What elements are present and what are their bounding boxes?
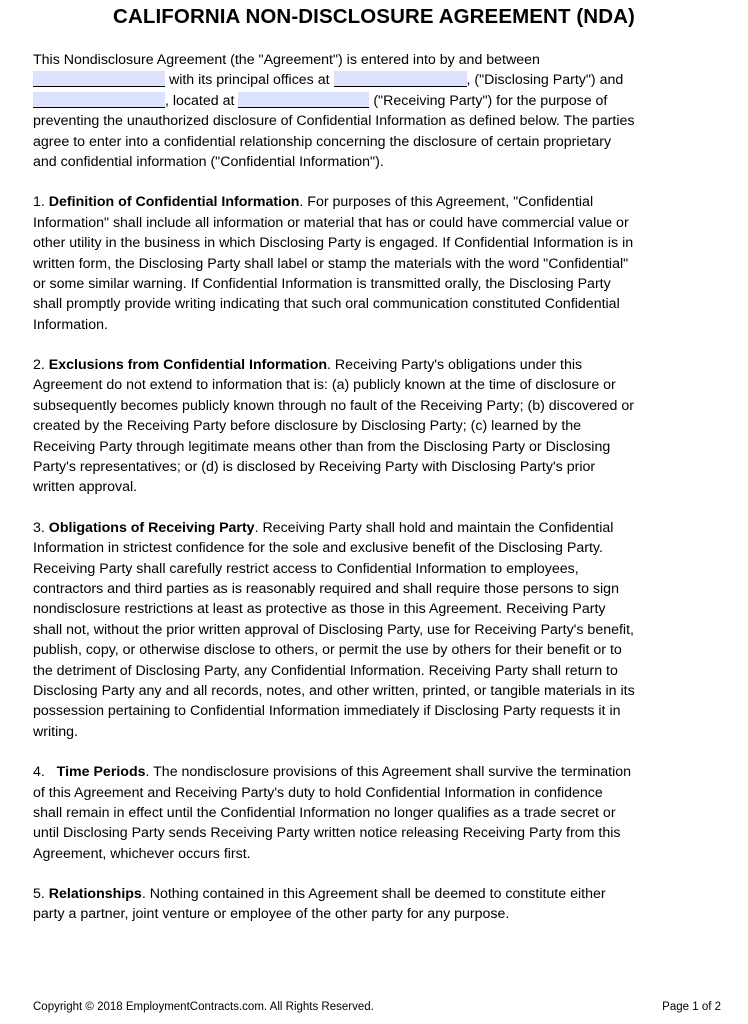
intro-line-1: This Nondisclosure Agreement (the "Agreement") is entered into by and between (33, 52, 540, 68)
section-first-line (33, 762, 723, 782)
receiving-party-address-field[interactable] (238, 92, 369, 108)
section-first-line (33, 518, 723, 538)
section-line: contractors and third parties as is reasonably required and shall require those persons to sign (33, 580, 619, 597)
section-line: Information" shall include all information or material that has or could have commercial value or (33, 214, 629, 231)
section-text: . The nondisclosure provisions of this Agreement shall survive the termination (145, 764, 632, 781)
section-line: created by the Receiving Party before disclosure by Disclosing Party; (c) learned by the (33, 418, 582, 435)
section-first-line (33, 192, 723, 212)
footer-copyright: Copyright © 2018 EmploymentContracts.com. All Rights Reserved. (33, 1001, 374, 1013)
section-text: . Receiving Party's obligations under this (327, 357, 583, 374)
intro-line-4: preventing the unauthorized disclosure of Confidential Information as defined below. The parties (33, 113, 635, 130)
section-line: shall remain in effect until the Confidential Information no longer qualifies as a trade secret or (33, 804, 616, 821)
section-line: writing. (33, 723, 78, 740)
section-text: . For purposes of this Agreement, "Confidential (299, 194, 594, 211)
section-text: . Nothing contained in this Agreement shall be deemed to constitute either (141, 886, 606, 903)
disclosing-party-name-field[interactable] (33, 71, 165, 87)
section-number: 2. (33, 357, 45, 374)
section-line: publish, copy, or otherwise disclose to others, or permit the use by others for their benefit or to (33, 642, 622, 659)
section-line: Party's representatives; or (d) is disclosed by Receiving Party with Disclosing Party's prior (33, 459, 596, 476)
section-5 (33, 884, 723, 925)
document-body (33, 50, 723, 925)
section-line: Agreement do not extend to information that is: (a) publicly known at the time of disclosure or (33, 377, 616, 394)
intro-text: , located at (165, 92, 235, 109)
section-line: subsequently becomes publicly known through no fault of the Receiving Party; (b) discovered or (33, 397, 634, 414)
intro-line-2 (33, 70, 723, 90)
section-line: Information. (33, 316, 108, 333)
intro-text: , ("Disclosing Party") and (466, 72, 624, 89)
intro-text: with its principal offices at (168, 72, 330, 89)
section-line: until Disclosing Party sends Receiving Party written notice releasing Receiving Party from this (33, 825, 621, 842)
section-2 (33, 355, 723, 498)
section-line: written form, the Disclosing Party shall label or stamp the materials with the word "Confidential" (33, 255, 629, 272)
section-line: possession pertaining to Confidential Information immediately if Disclosing Party requests it in (33, 703, 621, 720)
section-line: or some similar warning. If Confidential Information is transmitted orally, the Disclosing Party (33, 275, 611, 292)
section-line: Disclosing Party any and all records, notes, and other written, printed, or tangible materials in its (33, 682, 635, 699)
section-number: 5. (33, 886, 45, 903)
section-line: other utility in the business in which Disclosing Party is engaged. If Confidential Information is in (33, 235, 634, 252)
section-4 (33, 762, 723, 864)
footer-page-number: Page 1 of 2 (662, 1001, 721, 1013)
section-first-line (33, 884, 723, 904)
intro-text: ("Receiving Party") for the purpose of (373, 92, 608, 109)
section-1 (33, 192, 723, 335)
section-line: Information in strictest confidence for the sole and exclusive benefit of the Disclosing Party. (33, 540, 603, 557)
intro-line-3 (33, 91, 723, 111)
section-line: party a partner, joint venture or employee of the other party for any purpose. (33, 906, 510, 923)
intro-line-5: agree to enter into a confidential relationship concerning the disclosure of certain proprietary (33, 133, 612, 150)
section-line: shall not, without the prior written approval of Disclosing Party, use for Receiving Party's benefit, (33, 621, 634, 638)
section-heading: Definition of Confidential Information (48, 194, 300, 211)
section-3 (33, 518, 723, 742)
section-line: the detriment of Disclosing Party, any Confidential Information. Receiving Party shall return to (33, 662, 618, 679)
section-number: 3. (33, 519, 45, 536)
document-title: CALIFORNIA NON-DISCLOSURE AGREEMENT (NDA) (113, 5, 635, 28)
section-heading: Time Periods (56, 764, 146, 781)
section-line: Agreement, whichever occurs first. (33, 845, 251, 862)
section-line: Receiving Party through legitimate means other than from the Disclosing Party or Disclosing (33, 438, 611, 455)
section-text: . Receiving Party shall hold and maintain the Confidential (254, 519, 614, 536)
section-heading: Relationships (48, 886, 142, 903)
receiving-party-name-field[interactable] (33, 92, 165, 108)
section-first-line (33, 355, 723, 375)
section-number: 4. (33, 764, 45, 781)
section-heading: Exclusions from Confidential Information (48, 357, 328, 374)
section-line: written approval. (33, 479, 138, 496)
section-number: 1. (33, 194, 45, 211)
sections-container (33, 192, 723, 925)
section-line: shall promptly provide writing indicating that such oral communication constituted Confidential (33, 296, 620, 313)
section-line: Receiving Party shall carefully restrict access to Confidential Information to employees, (33, 560, 579, 577)
disclosing-party-address-field[interactable] (334, 71, 467, 87)
intro-line-6: and confidential information ("Confidential Information"). (33, 153, 384, 170)
section-line: nondisclosure restrictions at least as protective as those in this Agreement. Receiving Party (33, 601, 606, 618)
section-line: of this Agreement and Receiving Party's duty to hold Confidential Information in confidence (33, 784, 603, 801)
section-heading: Obligations of Receiving Party (48, 519, 255, 536)
